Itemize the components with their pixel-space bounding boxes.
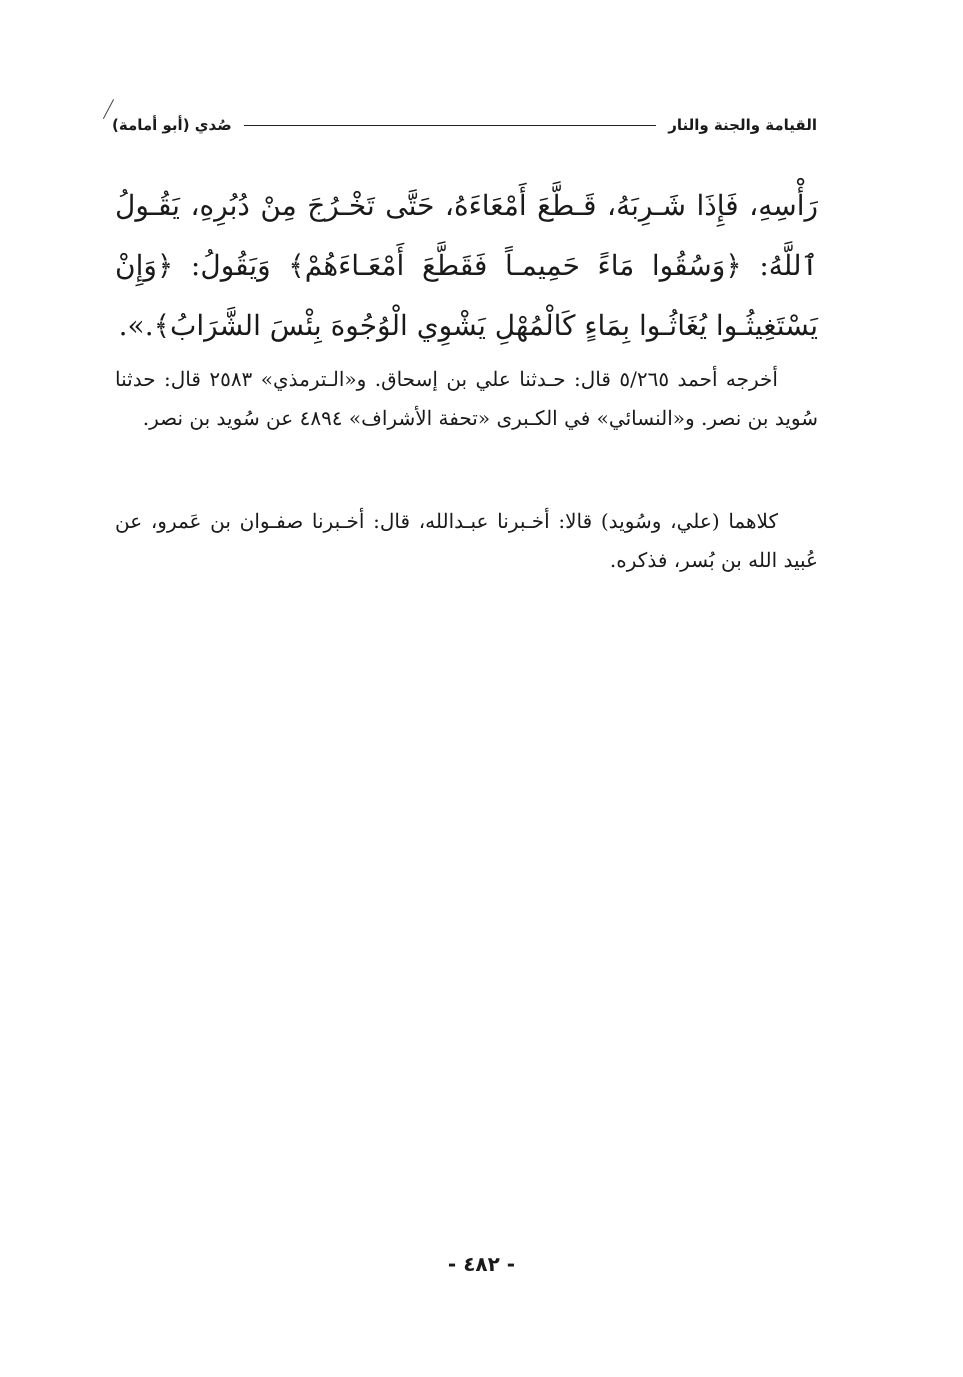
header-narrator: صُدي (أبو أمامة) [112, 116, 232, 134]
main-text-paragraph: رَأْسِهِ، فَإِذَا شَـرِبَهُ، قَـطَّعَ أَمْعَاءَهُ، حَتَّى تَخْـرُجَ مِنْ دُبُرِهِ، يَقُـولُ ٱللَّهُ: ﴿وَسُقُوا مَاءً حَمِيمـاً فَقَطَّعَ أَمْعَـاءَهُمْ﴾ وَيَقُولُ: ﴿وَإِنْ يَسْتَغِيثُـوا يُغَاثُـوا بِمَاءٍ كَالْمُهْلِ يَشْوِي الْوُجُوهَ بِئْسَ الشَّرَابُ﴾.». [115, 189, 818, 342]
footnote-paragraph: كلاهما (علي، وسُويد) قالا: أخـبرنا عبـدالله، قال: أخـبرنا صفـوان بن عَمرو، عن عُبيد الله بن بُسر، فذكره. [115, 509, 818, 572]
header-rule [244, 125, 657, 126]
footnote-paragraph: أخرجه أحمد ٥/٢٦٥ قال: حـدثنا علي بن إسحاق. و«الـترمذي» ٢٥٨٣ قال: حدثنا سُويد بن نصر. و«النسائي» في الكـبرى «تحفة الأشراف» ٤٨٩٤ عن سُويد بن نصر. [115, 367, 818, 430]
page-number: - ٤٨٢ - [447, 1252, 516, 1276]
footnote-takhrij [115, 360, 818, 438]
footnote-isnad [115, 502, 818, 580]
main-text-block [115, 176, 818, 356]
header-book-title: القيامة والجنة والنار [668, 116, 817, 134]
running-header [112, 112, 817, 138]
